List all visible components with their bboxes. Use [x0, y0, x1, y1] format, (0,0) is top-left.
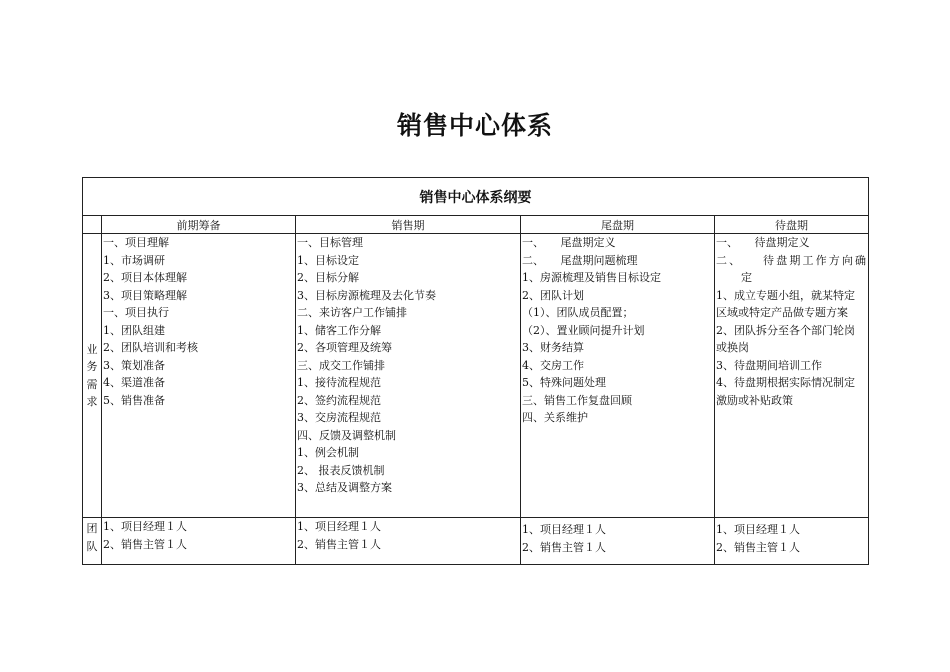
list-item: （2）、置业顾问提升计划: [522, 323, 645, 337]
team-cell-preparation: [102, 518, 296, 565]
list-item: 1、房源梳理及销售目标设定: [522, 271, 661, 284]
list-item: 定: [741, 271, 752, 284]
list-item: 一、 待盘期定义: [716, 236, 810, 249]
list-item: 2、签约流程规范: [297, 393, 381, 407]
table-title-row: [83, 178, 869, 216]
list-item: 2、团队计划: [522, 288, 584, 302]
list-item: 5、特殊问题处理: [522, 376, 606, 389]
document-title: 销售中心体系: [396, 111, 553, 140]
list-item: 1、项目经理１人: [103, 520, 187, 533]
list-item: 1、项目经理１人: [522, 523, 606, 536]
list-item: 1、例会机制: [297, 446, 359, 459]
list-item: 2、目标分解: [297, 271, 359, 284]
sales-center-outline-table: [82, 177, 869, 565]
list-item: 5、销售准备: [103, 393, 165, 407]
list-item: 3、待盘期间培训工作: [716, 358, 822, 372]
team-cell-standby-period: [715, 518, 869, 565]
list-item: 2、团队培训和考核: [103, 341, 198, 354]
list-item: 1、项目经理１人: [716, 523, 800, 536]
list-item: 3、财务结算: [522, 341, 584, 354]
column-header-standby-period: 待盘期: [715, 216, 869, 234]
list-item: 3、策划准备: [103, 358, 165, 372]
table-title: 销售中心体系纲要: [83, 178, 869, 216]
row-label-business-needs-text: 业务需求: [86, 342, 98, 408]
list-item: 4、交房工作: [522, 358, 584, 372]
list-item: 二、来访客户工作铺排: [297, 306, 407, 319]
list-item: 2、各项管理及统筹: [297, 341, 392, 354]
list-item: 一、项目理解: [103, 236, 169, 249]
list-item: 1、项目经理１人: [297, 520, 381, 533]
list-item: 激励或补贴政策: [716, 393, 793, 407]
team-row: [83, 518, 869, 565]
column-header-sales-period: 销售期: [296, 216, 521, 234]
list-item: 2、销售主管１人: [103, 537, 187, 551]
list-item: 3、交房流程规范: [297, 411, 381, 424]
list-item: 二、 尾盘期问题梳理: [522, 253, 638, 267]
needs-cell-standby-period: [715, 234, 869, 518]
list-item: 1、目标设定: [297, 253, 359, 267]
list-item: 四、反馈及调整机制: [297, 428, 396, 442]
list-item: 1、接待流程规范: [297, 376, 381, 389]
list-item: 4、待盘期根据实际情况制定: [716, 376, 855, 389]
list-item: 2、销售主管１人: [297, 537, 381, 551]
row-label-team-text: 团队: [86, 522, 98, 553]
list-item: 2、 报表反馈机制: [297, 463, 385, 477]
list-item: 3、目标房源梳理及去化节奏: [297, 288, 436, 302]
list-item: 2、销售主管１人: [716, 540, 800, 554]
column-header-row: [83, 216, 869, 234]
list-item: 三、销售工作复盘回顾: [522, 393, 632, 407]
column-header-final-period: 尾盘期: [521, 216, 715, 234]
list-item: 3、总结及调整方案: [297, 481, 392, 494]
list-item: 3、项目策略理解: [103, 288, 187, 302]
team-cell-sales-period: [296, 518, 521, 565]
list-item: 2、项目本体理解: [103, 271, 187, 284]
list-item: 一、 尾盘期定义: [522, 236, 616, 249]
list-item: 区域或特定产品做专题方案: [716, 306, 848, 319]
list-item: 三、成交工作铺排: [297, 358, 385, 372]
needs-cell-preparation: [102, 234, 296, 518]
needs-cell-final-period: [521, 234, 715, 518]
corner-cell: [83, 216, 102, 234]
list-item: 4、渠道准备: [103, 376, 165, 389]
list-item: 一、目标管理: [297, 236, 363, 249]
row-label-business-needs: [83, 234, 102, 518]
list-item: 四、关系维护: [522, 411, 588, 424]
list-item: 1、团队组建: [103, 323, 165, 337]
business-needs-row: [83, 234, 869, 518]
list-item: 2、团队拆分至各个部门轮岗: [716, 323, 855, 337]
list-item: 一、项目执行: [103, 306, 169, 319]
list-item: 1、市场调研: [103, 253, 165, 267]
list-item: 2、销售主管１人: [522, 540, 606, 554]
list-item: 二、 待盘期工作方向确: [716, 253, 867, 267]
row-label-team: [83, 518, 102, 565]
list-item: 1、成立专题小组，就某特定: [716, 288, 855, 302]
column-header-preparation: 前期筹备: [102, 216, 296, 234]
team-cell-final-period: [521, 518, 715, 565]
list-item: 1、储客工作分解: [297, 323, 381, 337]
needs-cell-sales-period: [296, 234, 521, 518]
list-item: 或换岗: [716, 341, 749, 354]
list-item: （1）、团队成员配置；: [522, 306, 634, 319]
